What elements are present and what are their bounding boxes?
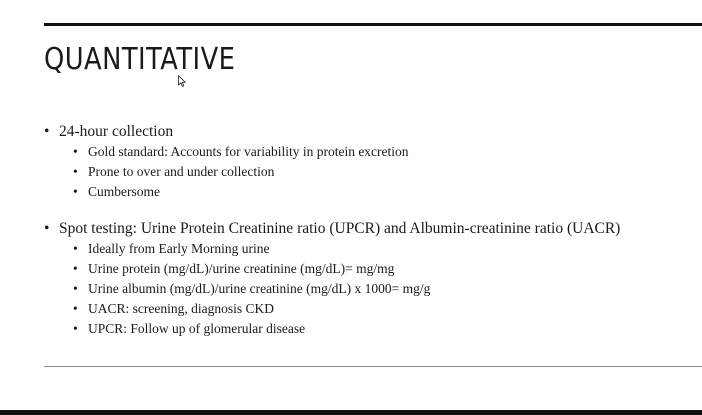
section-spacer	[44, 202, 694, 219]
list-item: • UACR: screening, diagnosis CKD	[44, 299, 694, 319]
list-item: • Cumbersome	[44, 182, 694, 202]
list-item: • Ideally from Early Morning urine	[44, 239, 694, 259]
slide-title: QUANTITATIVE	[44, 42, 236, 77]
bottom-bar	[0, 410, 702, 415]
section-heading-spot-testing: • Spot testing: Urine Protein Creatinine ratio (UPCR) and Albumin-creatinine ratio (UACR)	[44, 219, 694, 239]
list-item: • UPCR: Follow up of glomerular disease	[44, 319, 694, 339]
top-divider	[44, 23, 702, 26]
mouse-pointer-icon	[178, 75, 186, 87]
bottom-divider	[44, 366, 702, 367]
list-item: • Urine protein (mg/dL)/urine creatinine (mg/dL)= mg/mg	[44, 259, 694, 279]
list-item: • Urine albumin (mg/dL)/urine creatinine (mg/dL) x 1000= mg/g	[44, 279, 694, 299]
list-item: • Prone to over and under collection	[44, 162, 694, 182]
slide-body	[44, 122, 694, 339]
section-heading-24h-collection: • 24-hour collection	[44, 122, 694, 142]
list-item: • Gold standard: Accounts for variability in protein excretion	[44, 142, 694, 162]
